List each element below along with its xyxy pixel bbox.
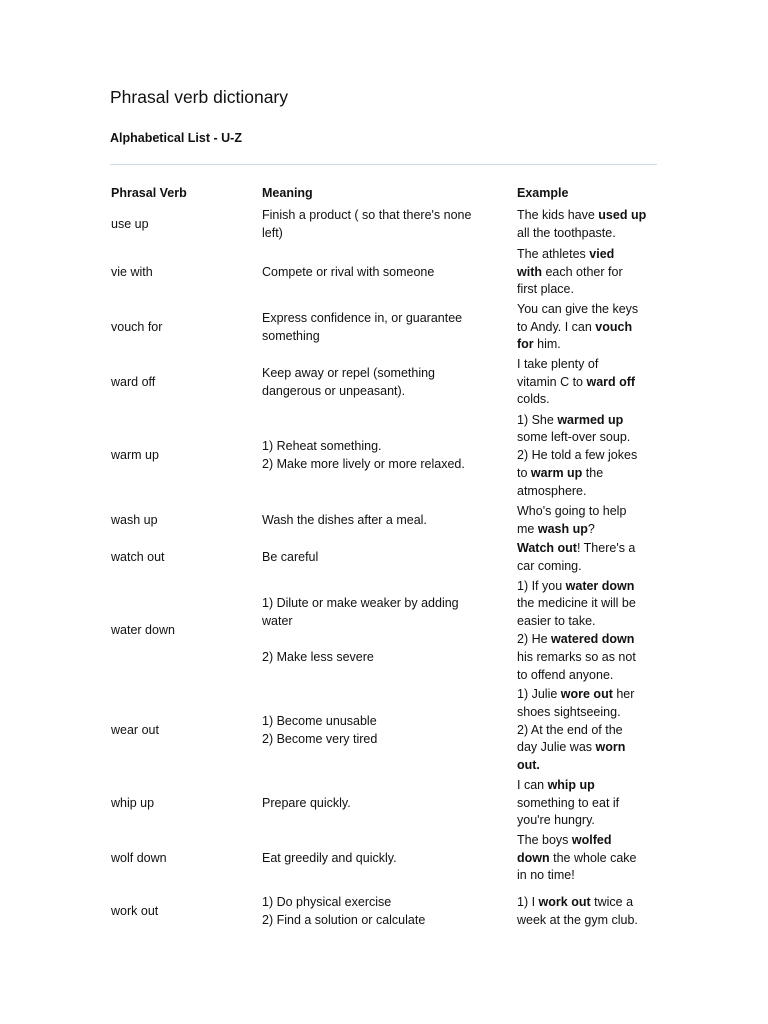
page-title: Phrasal verb dictionary xyxy=(110,87,288,107)
phrasal-verb-cell: work out xyxy=(111,903,159,918)
table-row xyxy=(110,685,658,776)
example-cell: 1) If you water down the medicine it will be easier to take. 2) He watered down his remarks so as not to offend anyone. xyxy=(517,578,636,682)
meaning-cell: Prepare quickly. xyxy=(262,795,351,810)
meaning-cell: Be careful xyxy=(262,550,319,565)
table-row xyxy=(110,355,658,410)
meaning-cell: Keep away or repel (something dangerous or unpeasant). xyxy=(262,365,436,398)
phrasal-verb-cell: water down xyxy=(111,623,175,638)
section-subtitle: Alphabetical List - U-Z xyxy=(110,131,242,145)
divider-line xyxy=(110,164,657,165)
table-row xyxy=(110,245,658,300)
table-row xyxy=(110,539,658,577)
table-row xyxy=(110,577,658,685)
meaning-cell: Express confidence in, or guarantee something xyxy=(262,310,463,343)
phrasal-verb-cell: whip up xyxy=(111,795,155,810)
meaning-cell: Wash the dishes after a meal. xyxy=(262,512,427,527)
meaning-cell: Eat greedily and quickly. xyxy=(262,850,397,865)
meaning-cell: Finish a product ( so that there's none left) xyxy=(262,208,472,240)
table-row xyxy=(110,410,658,502)
phrasal-verb-cell: warm up xyxy=(111,448,159,463)
example-cell: You can give the keys to Andy. I can vouch for him. xyxy=(517,301,639,352)
example-cell: The boys wolfed down the whole cake in no time! xyxy=(517,832,637,883)
column-header-meaning: Meaning xyxy=(262,186,313,200)
column-header-example: Example xyxy=(517,186,569,200)
meaning-cell: 1) Reheat something. 2) Make more lively or more relaxed. xyxy=(262,439,465,471)
phrasal-verb-cell: vie with xyxy=(111,264,153,279)
meaning-cell: 1) Become unusable 2) Become very tired xyxy=(262,713,378,746)
table-row xyxy=(110,831,658,886)
phrasal-verb-cell: vouch for xyxy=(111,319,163,334)
phrasal-verb-cell: wash up xyxy=(111,512,158,527)
phrasal-verb-cell: wolf down xyxy=(111,850,167,865)
table-row xyxy=(110,300,658,355)
example-cell: The athletes vied with each other for first place. xyxy=(517,246,623,297)
column-header-verb: Phrasal Verb xyxy=(111,186,187,200)
phrasal-verb-cell: wear out xyxy=(111,722,159,737)
example-cell: 1) Julie wore out her shoes sightseeing. 2) At the end of the day Julie was worn out. xyxy=(517,687,635,773)
example-cell: The kids have used up all the toothpaste. xyxy=(517,208,647,240)
example-cell: 1) I work out twice a week at the gym club. xyxy=(517,894,638,927)
table-row xyxy=(110,207,658,243)
phrasal-verb-cell: use up xyxy=(111,217,149,232)
meaning-cell: 1) Dilute or make weaker by adding water 2) Make less severe xyxy=(262,596,459,664)
example-cell: Who's going to help me wash up? xyxy=(517,503,627,536)
meaning-cell: 1) Do physical exercise 2) Find a solution or calculate xyxy=(262,894,426,927)
table-row xyxy=(110,776,658,831)
meaning-cell: Compete or rival with someone xyxy=(262,264,435,279)
table-row xyxy=(110,893,658,930)
example-cell: I take plenty of vitamin C to ward off colds. xyxy=(517,356,636,407)
example-cell: 1) She warmed up some left-over soup. 2) He told a few jokes to warm up the atmosphere. xyxy=(517,412,638,498)
phrasal-verb-cell: watch out xyxy=(111,550,165,565)
table-row xyxy=(110,502,658,539)
example-cell: I can whip up something to eat if you're hungry. xyxy=(517,777,620,828)
phrasal-verb-cell: ward off xyxy=(111,374,156,389)
example-cell: Watch out! There's a car coming. xyxy=(517,541,636,573)
